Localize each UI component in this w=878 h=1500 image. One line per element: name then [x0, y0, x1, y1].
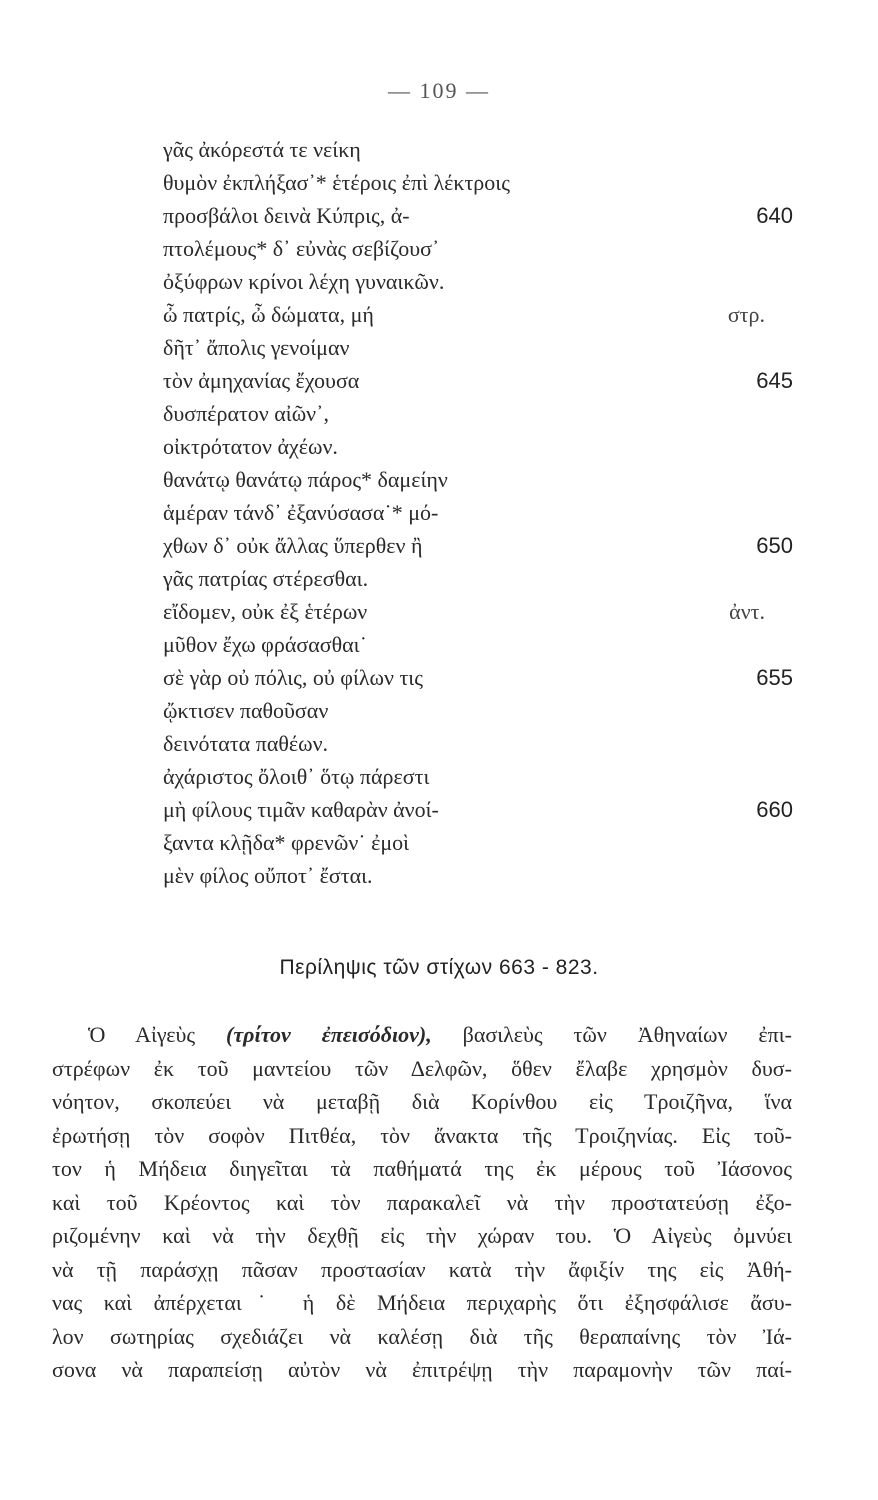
- verse-text: ὦ πατρίς, ὦ δώματα, μή: [163, 302, 374, 327]
- verse-line: [163, 496, 793, 529]
- verse-line: [163, 595, 793, 628]
- verse-line: [163, 397, 793, 430]
- verse-line: [163, 727, 793, 760]
- summary-line: στρέφων ἐκ τοῦ μαντείου τῶν Δελφῶν, ὅθεν ἔλαβε χρησμὸν δυσ-: [52, 1055, 792, 1081]
- strophe-mark: ἀντ.: [729, 599, 765, 624]
- summary-line: [52, 1018, 792, 1052]
- summary-line: ριζομένην καὶ νὰ τὴν δεχθῇ εἰς τὴν χώραν του. Ὁ Αἰγεὺς ὀμνύει: [52, 1223, 792, 1248]
- verse-text: γᾶς ἀκόρεστά τε νείκη: [163, 137, 361, 162]
- verse-text: τὸν ἀμηχανίας ἔχουσα: [163, 368, 360, 393]
- verse-text: ξαντα κλῇδα* φρενῶν˙ ἐμοὶ: [163, 830, 410, 855]
- episode-label: (τρίτον ἐπεισόδιον),: [226, 1022, 432, 1047]
- summary-line: καὶ τοῦ Κρέοντος καὶ τὸν παρακαλεῖ νὰ τὴν προστατεύσῃ ἐξο-: [52, 1189, 792, 1215]
- summary-line: σονα νὰ παραπείσῃ αὐτὸν νὰ ἐπιτρέψῃ τὴν παραμονὴν τῶν παί-: [52, 1357, 792, 1382]
- verse-text: δυσπέρατον αἰῶν᾽,: [163, 401, 329, 426]
- line-number: 660: [756, 797, 793, 822]
- verse-text: εἴδομεν, οὐκ ἐξ ἑτέρων: [163, 599, 368, 624]
- verse-line: [163, 694, 793, 727]
- verse-line: [163, 133, 793, 166]
- line-number: 640: [756, 203, 793, 228]
- verse-line: [163, 430, 793, 463]
- verse-line: [163, 760, 793, 793]
- verse-text: σὲ γὰρ οὐ πόλις, οὐ φίλων τις: [163, 665, 423, 690]
- verse-line: [163, 265, 793, 298]
- verse-text: χθων δ᾽ οὐκ ἄλλας ὕπερθεν ἢ: [163, 533, 423, 558]
- verse-line: [163, 826, 793, 859]
- verse-text: μὲν φίλος οὔποτ᾽ ἔσται.: [163, 863, 373, 888]
- verse-line: [163, 529, 793, 562]
- verse-line: [163, 364, 793, 397]
- verse-text: δεινότατα παθέων.: [163, 731, 329, 756]
- verse-line: [163, 859, 793, 892]
- verse-text: οἰκτρότατον ἀχέων.: [163, 434, 338, 459]
- verse-text: ἀχάριστος ὄλοιθ᾽ ὅτῳ πάρεστι: [163, 764, 430, 789]
- verse-line: [163, 232, 793, 265]
- verse-block: [163, 133, 793, 892]
- verse-text: πτολέμους* δ᾽ εὐνὰς σεβίζουσ᾽: [163, 236, 440, 261]
- summary-line: λον σωτηρίας σχεδιάζει νὰ καλέσῃ διὰ τῆς θεραπαίνης τὸν Ἰά-: [52, 1323, 792, 1349]
- verse-line: [163, 661, 793, 694]
- line-number: 645: [756, 368, 793, 393]
- summary-line: ἐρωτήσῃ τὸν σοφὸν Πιτθέα, τὸν ἄνακτα τῆς Τροιζηνίας. Εἰς τοῦ-: [52, 1122, 792, 1148]
- verse-text: θυμὸν ἐκπλήξασ᾽* ἑτέροις ἐπὶ λέκτροις: [163, 170, 510, 195]
- line-number: 655: [756, 665, 793, 690]
- verse-line: [163, 793, 793, 826]
- verse-text: προσβάλοι δεινὰ Κύπρις, ἀ-: [163, 203, 410, 228]
- verse-line: [163, 463, 793, 496]
- verse-line: [163, 166, 793, 199]
- verse-text: θανάτῳ θανάτῳ πάρος* δαμείην: [163, 467, 448, 492]
- summary-first-post: βασιλεὺς τῶν Ἀθηναίων ἐπι-: [431, 1022, 792, 1047]
- verse-text: μὴ φίλους τιμᾶν καθαρὰν ἀνοί-: [163, 797, 439, 822]
- verse-text: ἁμέραν τάνδ᾽ ἐξανύσασα˙* μό-: [163, 500, 439, 525]
- summary-line: νας καὶ ἀπέρχεται˙ ἡ δὲ Μήδεια περιχαρὴς ὅτι ἐξησφάλισε ἄσυ-: [52, 1290, 792, 1315]
- verse-line: [163, 331, 793, 364]
- verse-text: δῆτ᾽ ἄπολις γενοίμαν: [163, 335, 350, 360]
- verse-text: μῦθον ἔχω φράσασθαι˙: [163, 632, 367, 657]
- summary-line: νὰ τῇ παράσχῃ πᾶσαν προστασίαν κατὰ τὴν ἄφιξίν της εἰς Ἀθή-: [52, 1256, 792, 1282]
- verse-text: ᾤκτισεν παθοῦσαν: [163, 698, 329, 723]
- summary-paragraph: [52, 1018, 792, 1387]
- verse-line: [163, 628, 793, 661]
- verse-line: [163, 199, 793, 232]
- strophe-mark: στρ.: [727, 302, 765, 327]
- summary-line: τον ἡ Μήδεια διηγεῖται τὰ παθήματά της ἐκ μέρους τοῦ Ἰάσονος: [52, 1156, 792, 1181]
- summary-first-pre: Ὁ Αἰγεὺς: [88, 1022, 227, 1047]
- summary-line: νόητον, σκοπεύει νὰ μεταβῇ διὰ Κορίνθου εἰς Τροιζῆνα, ἵνα: [52, 1089, 792, 1114]
- verse-line: [163, 298, 793, 331]
- summary-heading: Περίληψις τῶν στίχων 663 - 823.: [279, 956, 599, 979]
- line-number: 650: [756, 533, 793, 558]
- verse-line: [163, 562, 793, 595]
- page-number: — 109 —: [388, 78, 490, 103]
- verse-text: ὀξύφρων κρίνοι λέχη γυναικῶν.: [163, 269, 445, 294]
- verse-text: γᾶς πατρίας στέρεσθαι.: [163, 566, 369, 591]
